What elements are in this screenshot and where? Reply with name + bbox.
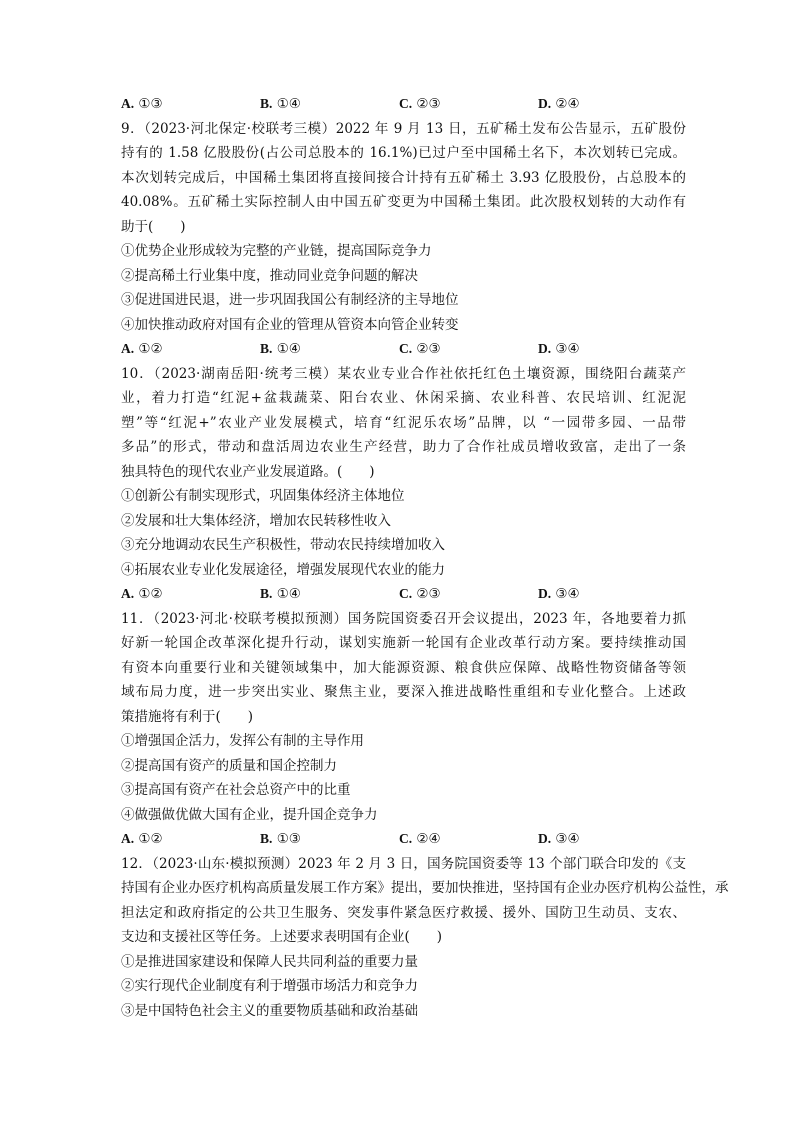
q8-option-c: C. ②③ (399, 96, 441, 112)
question-11 (121, 607, 686, 852)
answer-options (121, 827, 686, 852)
q8-options (121, 92, 686, 117)
statement-3: ③促进国进民退，进一步巩固我国公有制经济的主导地位 (121, 292, 459, 308)
option-d: D. ③④ (538, 341, 580, 357)
question-stem-line: 策措施将有利于( ) (121, 708, 254, 725)
question-stem-line: 持有的 1.58 亿股股份(占公司总股本的 16.1%)已过户至中国稀土名下，本次划转已完成。 (121, 145, 686, 161)
answer-options (121, 582, 686, 607)
statement-2: ②提高国有资产的质量和国企控制力 (121, 757, 337, 774)
statement-2: ②实行现代企业制度有利于增强市场活力和竞争力 (121, 978, 418, 994)
question-stem-line: 独具特色的现代农业产业发展道路。( ) (121, 463, 375, 480)
q8-option-a: A. ①③ (121, 96, 163, 112)
question-stem-line: 域布局力度，进一步突出实业、聚焦主业，要深入推进战略性重组和专业化整合。上述政 (121, 684, 686, 700)
option-d: D. ③④ (538, 586, 580, 602)
question-stem-line: 9．（2023·河北保定·校联考三模）2022 年 9 月 13 日，五矿稀土发布公告显示，五矿股份 (121, 120, 686, 137)
question-stem-line: 塑”等“红泥+”农业产业发展模式，培育“红泥乐农场”品牌，以 “一园带多园、一品带 (121, 414, 686, 431)
option-b: B. ①③ (260, 831, 301, 847)
option-a: A. ①② (121, 586, 163, 602)
option-b: B. ①④ (260, 341, 301, 357)
question-12 (121, 852, 729, 1024)
statement-1: ①优势企业形成较为完整的产业链，提高国际竞争力 (121, 243, 432, 259)
statement-4: ④加快推动政府对国有企业的管理从管资本向管企业转变 (121, 316, 459, 333)
question-stem-line: 好新一轮国企改革深化提升行动，谋划实施新一轮国有企业改革行动方案。要持续推动国 (121, 635, 686, 651)
statement-1: ①创新公有制实现形式，巩固集体经济主体地位 (121, 488, 405, 504)
option-c: C. ②④ (399, 831, 441, 847)
question-stem-line: 40.08%。五矿稀土实际控制人由中国五矿变更为中国稀土集团。此次股权划转的大动作有 (121, 194, 686, 210)
statement-1: ①增强国企活力，发挥公有制的主导作用 (121, 733, 364, 749)
q8-option-b: B. ①④ (260, 96, 301, 112)
option-a: A. ①② (121, 831, 163, 847)
question-stem-line: 持国有企业办医疗机构高质量发展工作方案》提出，要加快推进，坚持国有企业办医疗机构公益性，承 (121, 880, 729, 896)
question-stem-line: 担法定和政府指定的公共卫生服务、突发事件紧急医疗救援、援外、国防卫生动员、支农、 (121, 904, 686, 921)
option-a: A. ①② (121, 341, 163, 357)
answer-options (121, 337, 686, 362)
statement-2: ②发展和壮大集体经济，增加农民转移性收入 (121, 512, 391, 529)
page-content (121, 92, 729, 1023)
statement-1: ①是推进国家建设和保障人民共同利益的重要力量 (121, 953, 418, 970)
statement-3: ③提高国有资产在社会总资产中的比重 (121, 782, 351, 798)
option-d: D. ③④ (538, 831, 580, 847)
question-stem-line: 本次划转完成后，中国稀土集团将直接间接合计持有五矿稀土 3.93 亿股股份，占总股本的 (121, 169, 686, 186)
question-stem-line: 10．（2023·湖南岳阳·统考三模）某农业专业合作社依托红色土壤资源，围绕阳台蔬菜产 (121, 365, 686, 382)
question-10 (121, 362, 686, 607)
question-stem-line: 助于( ) (121, 218, 186, 235)
statement-4: ④做强做优做大国有企业，提升国企竞争力 (121, 806, 378, 823)
option-c: C. ②③ (399, 341, 441, 357)
question-stem-line: 11．（2023·河北·校联考模拟预测）国务院国资委召开会议提出，2023 年，各地要着力抓 (121, 610, 686, 627)
question-stem-line: 有资本向重要行业和关键领域集中，加大能源资源、粮食供应保障、战略性物资储备等领 (121, 659, 686, 676)
statement-3: ③充分地调动农民生产积极性，带动农民持续增加收入 (121, 537, 445, 553)
statement-3: ③是中国特色社会主义的重要物质基础和政治基础 (121, 1002, 418, 1019)
option-c: C. ②③ (399, 586, 441, 602)
question-stem-line: 业，着力打造“红泥+盆栽蔬菜、阳台农业、休闲采摘、农业科普、农民培训、红泥泥 (121, 390, 686, 406)
option-b: B. ①④ (260, 586, 301, 602)
question-stem-line: 12．（2023·山东·模拟预测）2023 年 2 月 3 日，国务院国资委等 13 个部门联合印发的《支 (121, 855, 686, 872)
statement-4: ④拓展农业专业化发展途径，增强发展现代农业的能力 (121, 561, 445, 578)
statement-2: ②提高稀土行业集中度，推动同业竞争问题的解决 (121, 267, 418, 284)
question-stem-line: 支边和支援社区等任务。上述要求表明国有企业( ) (121, 929, 443, 945)
q8-option-d: D. ②④ (538, 96, 580, 112)
question-stem-line: 多品”的形式，带动和盘活周边农业生产经营，助力了合作社成员增收致富，走出了一条 (121, 439, 686, 455)
question-9 (121, 117, 686, 362)
